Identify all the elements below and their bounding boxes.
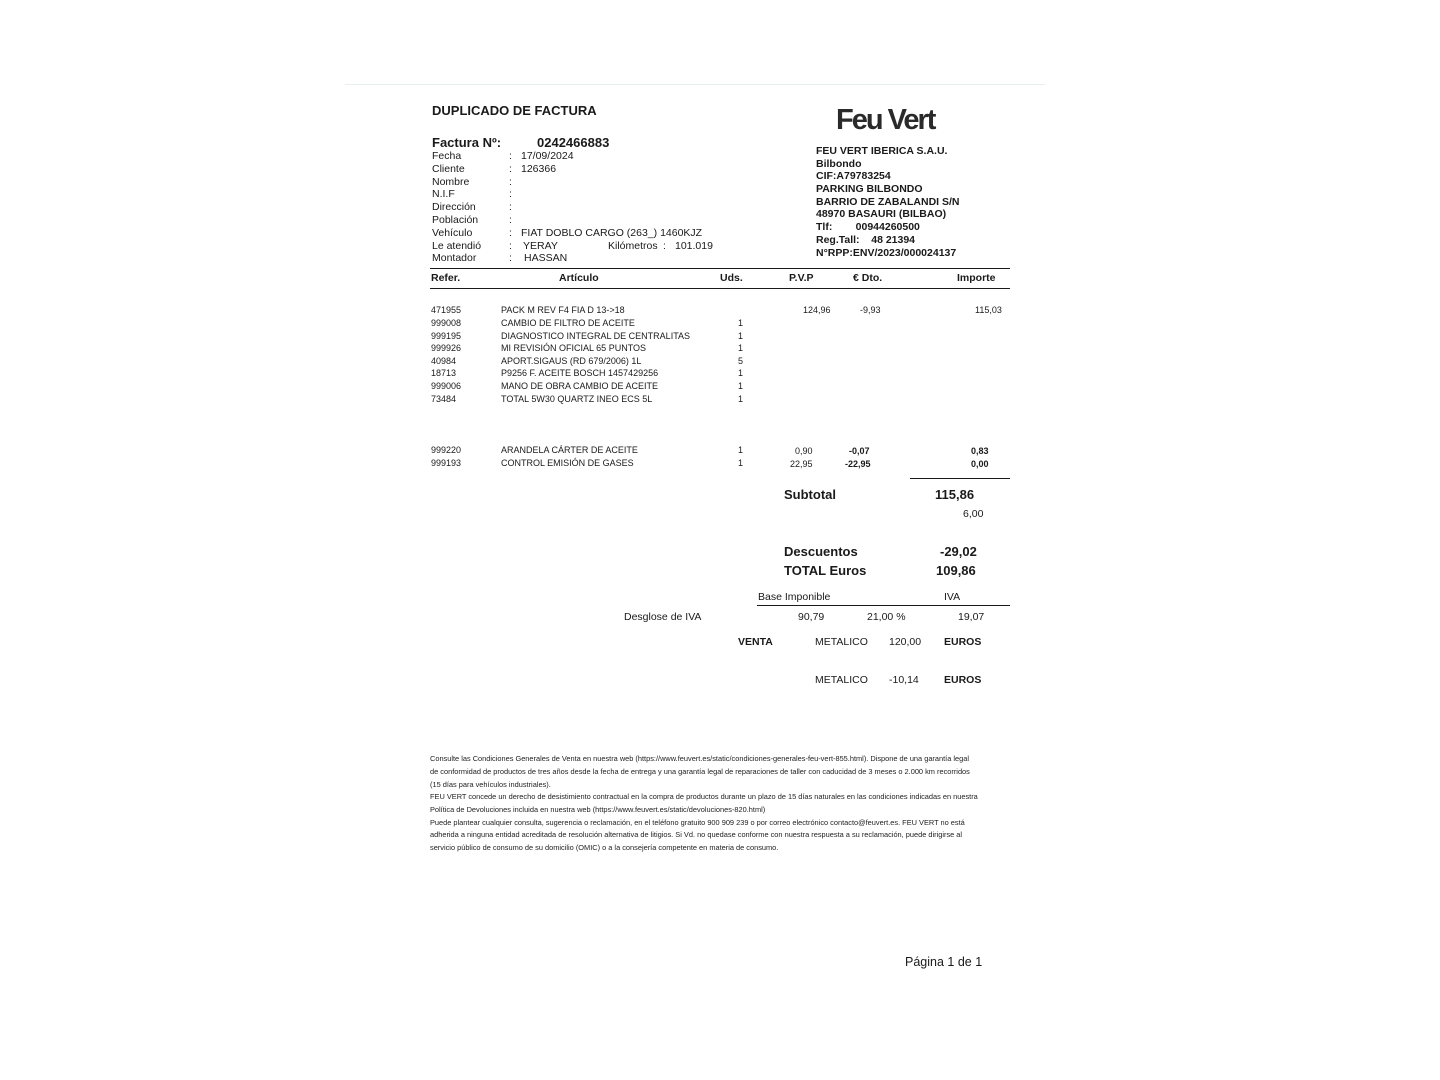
row-uds: 1 [738,394,744,404]
payment-method: METALICO [815,674,868,686]
page-number: Página 1 de 1 [905,955,983,969]
field-colon: : [509,150,512,162]
payment-currency: EUROS [944,636,982,648]
legal-line: de conformidad de productos de tres años desde la fecha de entrega y una garantía legal de reparaciones de taller con caducidad de 3 meses o 2.000 km recorridos [430,767,970,776]
field-colon: : [509,227,512,239]
row-ref: 999926 [431,343,462,353]
table-header-rule [430,288,1010,289]
field-label-montador: Montador [432,252,477,264]
payment-amount: 120,00 [889,636,922,648]
row-uds: 1 [738,381,744,391]
payment-amount: -10,14 [889,674,919,686]
row-ref: 999008 [431,318,462,328]
row-uds: 1 [738,458,744,468]
descuentos-value: -29,02 [940,544,977,559]
legal-line: FEU VERT concede un derecho de desistimiento contractual en la compra de productos durante un plazo de 15 días naturales en las condiciones indicadas en nuestra [430,792,978,801]
col-header-ref: Refer. [431,272,461,284]
scan-top-edge [345,84,1045,85]
company-line: CIF:A79783254 [816,170,891,182]
field-label-nombre: Nombre [432,176,470,188]
company-line: 48970 BASAURI (BILBAO) [816,208,947,220]
company-line: Bilbondo [816,158,862,170]
field-value-cliente: 126366 [521,163,557,175]
field-colon: : [509,163,512,175]
row-ref: 471955 [431,305,462,315]
row-articulo: MI REVISIÓN OFICIAL 65 PUNTOS [501,343,647,353]
row-articulo: ARANDELA CÁRTER DE ACEITE [501,445,638,455]
field-label-cliente: Cliente [432,163,465,175]
field-label-nif: N.I.F [432,188,455,200]
field-label-fecha: Fecha [432,150,462,162]
field-label-vehiculo: Vehículo [432,227,473,239]
col-header-importe: Importe [957,272,996,284]
row-dto: -0,07 [849,446,870,456]
row-ref: 18713 [431,368,457,378]
col-header-pvp: P.V.P [789,272,814,284]
row-ref: 40984 [431,356,457,366]
table-top-rule [430,268,1010,269]
row-ref: 73484 [431,394,457,404]
descuentos-label: Descuentos [784,544,858,559]
company-line: PARKING BILBONDO [816,183,923,195]
row-importe: 115,03 [975,305,1002,315]
field-colon: : [509,240,512,252]
field-colon: : [509,176,512,188]
legal-line: (15 días para vehículos industriales). [430,780,551,789]
iva-rate: 21,00 % [867,611,906,623]
legal-line: Consulte las Condiciones Generales de Venta en nuestra web (https://www.feuvert.es/static/condiciones-generales-feu-vert-855.html). Dispone de una garantía legal [430,754,969,763]
row-uds: 1 [738,318,744,328]
document-title: DUPLICADO DE FACTURA [432,103,597,118]
field-value-atendio: YERAY [523,240,558,252]
row-ref: 999220 [431,445,462,455]
total-value: 109,86 [936,563,976,578]
row-articulo: TOTAL 5W30 QUARTZ INEO ECS 5L [501,394,653,404]
total-label: TOTAL Euros [784,563,867,578]
row-uds: 1 [738,445,744,455]
col-header-dto: € Dto. [853,272,883,284]
row-uds: 1 [738,343,744,353]
km-value: 101.019 [675,240,713,252]
field-label-poblacion: Población [432,214,479,226]
legal-line: Puede plantear cualquier consulta, sugerencia o reclamación, en el teléfono gratuito 900 909 239 o por correo electrónico contacto@feuvert.es. FEU VERT no está [430,818,965,827]
field-label-direccion: Dirección [432,201,476,213]
field-colon: : [509,252,512,264]
row-articulo: P9256 F. ACEITE BOSCH 1457429256 [501,368,659,378]
row-uds: 1 [738,368,744,378]
invoice-number: 0242466883 [537,135,610,150]
venta-label: VENTA [738,636,773,648]
row-uds: 5 [738,356,744,366]
invoice-number-label: Factura Nº: [432,135,502,150]
field-colon: : [509,188,512,200]
row-pvp: 124,96 [803,305,831,315]
row-ref: 999195 [431,331,462,341]
legal-line: adherida a ninguna entidad acreditada de resolución alternativa de litigios. Si Vd. no quedase conforme con nuestra respuesta a su reclamación, puede dirigirse al [430,830,963,839]
field-value-fecha: 17/09/2024 [521,150,574,162]
payment-method: METALICO [815,636,868,648]
row-articulo: PACK M REV F4 FIA D 13->18 [501,305,625,315]
row-dto: -9,93 [860,305,881,315]
row-articulo: CONTROL EMISIÓN DE GASES [501,458,634,468]
row-ref: 999193 [431,458,462,468]
km-label: Kilómetros [608,240,658,252]
company-line: Reg.Tall: 48 21394 [816,234,916,246]
extra-value: 6,00 [963,508,984,520]
row-articulo: APORT.SIGAUS (RD 679/2006) 1L [501,356,642,366]
row-importe: 0,83 [971,446,989,456]
row-uds: 1 [738,331,744,341]
subtotal-value: 115,86 [935,487,975,502]
feu-vert-logo: Feu Vert [836,104,935,136]
base-imponible-label: Base Imponible [758,591,831,603]
field-label-atendio: Le atendió [432,240,482,252]
company-line: N°RPP:ENV/2023/000024137 [816,247,957,259]
row-pvp: 0,90 [795,446,813,456]
subtotal-label: Subtotal [784,487,836,502]
row-dto: -22,95 [845,459,871,469]
row-articulo: CAMBIO DE FILTRO DE ACEITE [501,318,635,328]
row-articulo: DIAGNOSTICO INTEGRAL DE CENTRALITAS [501,331,691,341]
iva-label: IVA [944,591,961,603]
field-colon: : [663,240,666,252]
row-ref: 999006 [431,381,462,391]
field-value-montador: HASSAN [524,252,568,264]
base-imponible-value: 90,79 [798,611,825,623]
row-articulo: MANO DE OBRA CAMBIO DE ACEITE [501,381,659,391]
field-colon: : [509,201,512,213]
desglose-iva-label: Desglose de IVA [624,611,702,623]
col-header-articulo: Artículo [559,272,599,284]
company-line: Tlf: 00944260500 [816,221,920,233]
iva-rule [757,605,1010,606]
iva-amount: 19,07 [958,611,985,623]
field-colon: : [509,214,512,226]
field-value-vehiculo: FIAT DOBLO CARGO (263_) 1460KJZ [521,227,703,239]
subtotal-rule [910,478,1010,479]
col-header-uds: Uds. [720,272,743,284]
legal-line: Política de Devoluciones incluida en nuestra web (https://www.feuvert.es/static/devoluciones-820.html) [430,805,766,814]
company-line: BARRIO DE ZABALANDI S/N [816,196,960,208]
payment-currency: EUROS [944,674,982,686]
legal-line: servicio público de consumo de su domicilio (OMIC) o a la consejería competente en materia de consumo. [430,843,779,852]
row-pvp: 22,95 [790,459,813,469]
company-line: FEU VERT IBERICA S.A.U. [816,145,948,157]
row-importe: 0,00 [971,459,989,469]
